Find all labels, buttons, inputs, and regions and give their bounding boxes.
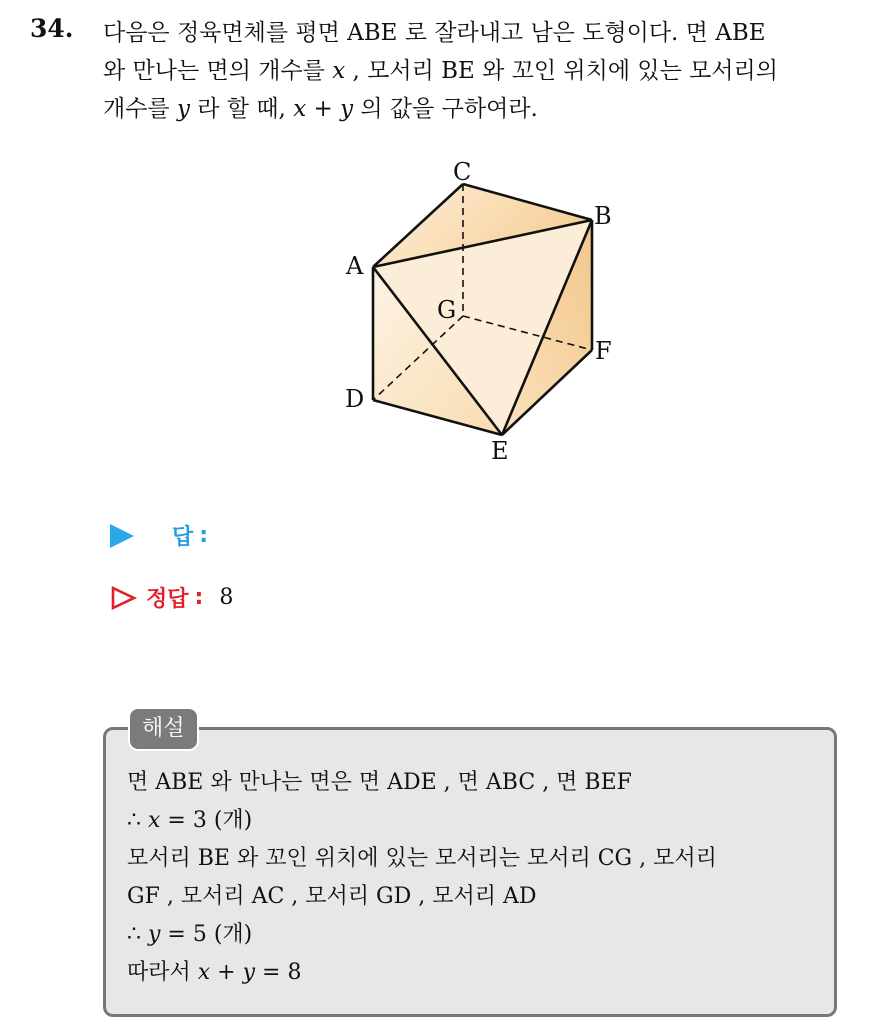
vertex-label-f: F: [595, 337, 612, 365]
correct-answer-colon: :: [194, 585, 204, 610]
math-variable: x: [148, 808, 161, 833]
vertex-label-c: C: [453, 158, 472, 186]
vertex-label-d: D: [345, 385, 365, 413]
correct-answer-value: 8: [219, 585, 234, 610]
math-variable: y: [242, 960, 256, 985]
vertex-label-e: E: [491, 437, 509, 465]
question-text: [103, 14, 863, 128]
math-variable: y: [176, 96, 190, 122]
correct-answer-row: [110, 582, 233, 613]
question-line: 다음은 정육면체를 평면 ABE 로 잘라내고 남은 도형이다. 면 ABE: [103, 20, 766, 46]
math-variable: y: [148, 922, 161, 947]
answer-row: [110, 520, 224, 551]
correct-answer-label: 정답: [146, 587, 189, 612]
solution-line: GF , 모서리 AC , 모서리 GD , 모서리 AD: [127, 884, 537, 909]
question-line: 와 만나는 면의 개수를 x , 모서리 BE 와 꼬인 위치에 있는 모서리의: [103, 58, 778, 84]
vertex-label-g: G: [437, 296, 457, 324]
filled-triangle-icon: [110, 524, 134, 548]
solution-line: ∴ y = 5 (개): [127, 922, 253, 947]
answer-colon: :: [199, 523, 209, 548]
math-variable: x: [197, 960, 211, 985]
solution-line: 모서리 BE 와 꼬인 위치에 있는 모서리는 모서리 CG , 모서리: [127, 846, 717, 871]
vertex-label-a: A: [346, 252, 364, 280]
truncated-cube-figure: [320, 150, 640, 470]
solution-line: 면 ABE 와 만나는 면은 면 ADE , 면 ABC , 면 BEF: [127, 770, 632, 795]
question-line: 개수를 y 라 할 때, x + y 의 값을 구하여라.: [103, 96, 538, 122]
solution-tag: 해설: [128, 707, 199, 751]
solution-body: [127, 764, 837, 992]
vertex-label-b: B: [594, 202, 612, 230]
math-variable: x: [332, 58, 346, 84]
solution-line: 따라서 x + y = 8: [127, 960, 302, 985]
solution-line: ∴ x = 3 (개): [127, 808, 253, 833]
question-number: 34.: [30, 14, 74, 43]
outline-triangle-icon: [110, 585, 138, 611]
math-variable: x: [293, 96, 307, 122]
answer-label: 답: [172, 525, 194, 550]
math-variable: y: [340, 96, 354, 122]
